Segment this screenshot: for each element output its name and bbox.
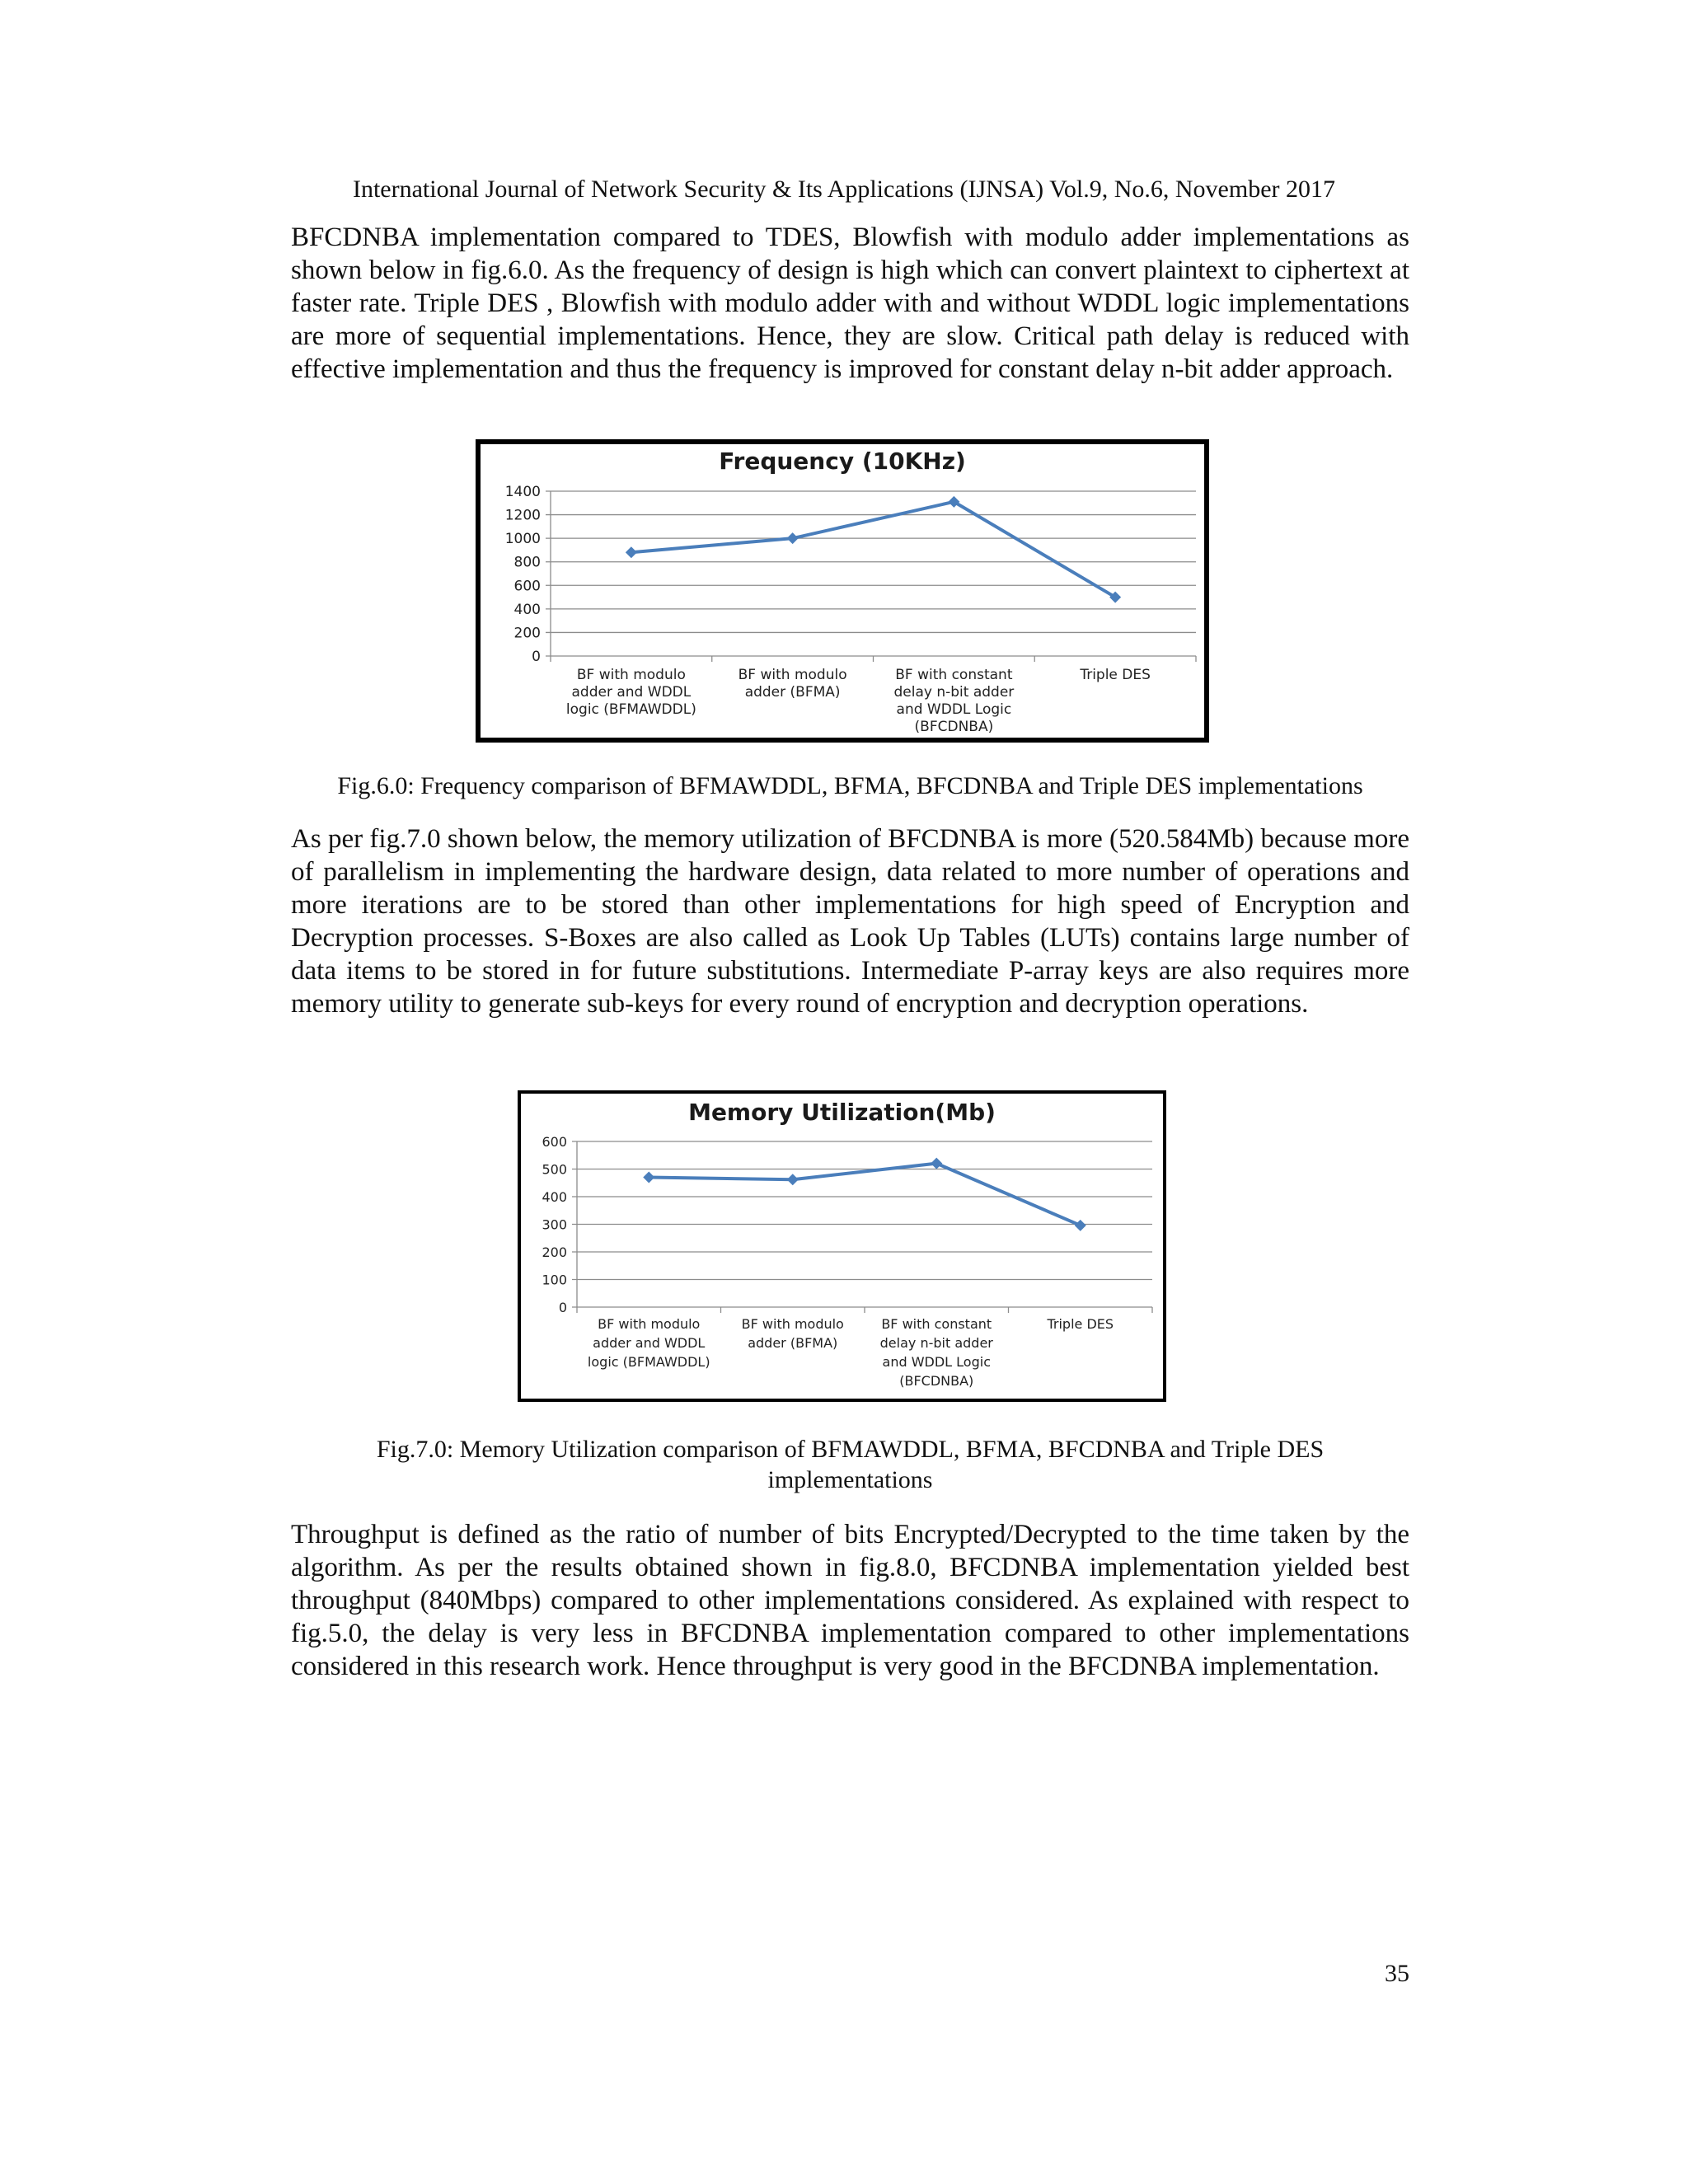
x-category-label: Triple DES: [1047, 1316, 1114, 1332]
x-category-label: BF with constant: [895, 667, 1013, 683]
data-point-marker: [931, 1158, 942, 1169]
y-tick-label: 1400: [504, 484, 541, 500]
y-tick-label: 400: [513, 601, 541, 618]
page-number: 35: [1385, 1960, 1409, 1987]
figure-6-caption: Fig.6.0: Frequency comparison of BFMAWDDL, BFMA, BFCDNBA and Triple DES implementations: [337, 772, 1363, 799]
paragraph-3: Throughput is defined as the ratio of number of bits Encrypted/Decrypted to the time taken by the algorithm. As per the results obtained shown in fig.8.0, BFCDNBA implementation yielded best throughput (840Mbps) compared to other implementations considered. As explained with respect to fig.5.0, the delay is very less in BFCDNBA implementation compared to other implementations considered in this research work. Hence throughput is very good in the BFCDNBA implementation.: [291, 1520, 1409, 1681]
x-category-label: BF with constant: [881, 1316, 992, 1332]
paragraph-2: As per fig.7.0 shown below, the memory utilization of BFCDNBA is more (520.584Mb) because more of parallelism in implementing the hardware design, data related to more number of operations and more iterations are to be stored than other implementations for high speed of Encryption and Decryption processes. S-Boxes are also called as Look Up Tables (LUTs) contains large number of data items to be stored in for future substitutions. Intermediate P-array keys are also requires more memory utility to generate sub-keys for every round of encryption and decryption operations.: [291, 824, 1409, 1019]
x-category-label: (BFCDNBA): [899, 1373, 974, 1389]
x-category-label: BF with modulo: [576, 667, 686, 683]
y-tick-label: 200: [542, 1244, 567, 1260]
data-point-marker: [1075, 1220, 1086, 1231]
y-tick-label: 100: [542, 1272, 567, 1288]
paragraph-1: BFCDNBA implementation compared to TDES, Blowfish with modulo adder implementations as shown below in fig.6.0. As the frequency of design is high which can convert plaintext to ciphertext at faster rate. Triple DES , Blowfish with modulo adder with and without WDDL logic implementations are more of sequential implementations. Hence, they are slow. Critical path delay is reduced with effective implementation and thus the frequency is improved for constant delay n-bit adder approach.: [291, 223, 1409, 384]
data-point-marker: [643, 1172, 654, 1183]
y-tick-label: 500: [542, 1161, 567, 1178]
y-tick-label: 0: [558, 1300, 567, 1315]
y-tick-label: 600: [513, 578, 541, 595]
y-tick-label: 200: [513, 625, 541, 642]
x-category-label: (BFCDNBA): [914, 719, 994, 735]
x-category-label: adder (BFMA): [748, 1335, 838, 1351]
figure-7-caption-line-1: Fig.7.0: Memory Utilization comparison of BFMAWDDL, BFMA, BFCDNBA and Triple DES: [376, 1436, 1325, 1463]
x-category-label: adder and WDDL: [593, 1335, 706, 1351]
x-category-label: BF with modulo: [598, 1316, 701, 1332]
y-tick-label: 800: [513, 554, 541, 571]
memory-chart: [521, 1094, 1163, 1399]
chart-title: Memory Utilization(Mb): [688, 1099, 996, 1126]
x-category-label: adder and WDDL: [571, 684, 692, 701]
data-point-marker: [787, 532, 799, 544]
x-category-label: delay n-bit adder: [879, 1335, 993, 1351]
series-line: [649, 1164, 1081, 1226]
x-category-label: logic (BFMAWDDL): [565, 701, 696, 718]
data-point-marker: [626, 546, 637, 558]
x-category-label: Triple DES: [1080, 667, 1151, 683]
figure-7-caption-line-2: implementations: [767, 1466, 933, 1493]
x-category-label: delay n-bit adder: [893, 684, 1015, 701]
x-category-label: BF with modulo: [738, 667, 847, 683]
data-point-marker: [787, 1174, 799, 1185]
y-tick-label: 1200: [504, 507, 541, 524]
chart-title: Frequency (10KHz): [719, 448, 966, 475]
x-category-label: adder (BFMA): [744, 684, 841, 701]
x-category-label: logic (BFMAWDDL): [587, 1354, 710, 1370]
series-line: [631, 502, 1115, 598]
y-tick-label: 600: [542, 1134, 567, 1150]
y-tick-label: 400: [542, 1189, 567, 1205]
figure-frequency-chart: [476, 439, 1209, 743]
frequency-chart: [481, 444, 1204, 738]
x-category-label: and WDDL Logic: [896, 701, 1012, 718]
figure-7-caption: [291, 1434, 1409, 1495]
y-tick-label: 0: [532, 649, 541, 665]
figure-memory-chart: [518, 1090, 1166, 1402]
y-tick-label: 300: [542, 1216, 567, 1233]
x-category-label: BF with modulo: [741, 1316, 844, 1332]
y-tick-label: 1000: [504, 531, 541, 548]
x-category-label: and WDDL Logic: [882, 1354, 991, 1370]
running-header: International Journal of Network Security & Its Applications (IJNSA) Vol.9, No.6, November 2017: [352, 176, 1336, 203]
